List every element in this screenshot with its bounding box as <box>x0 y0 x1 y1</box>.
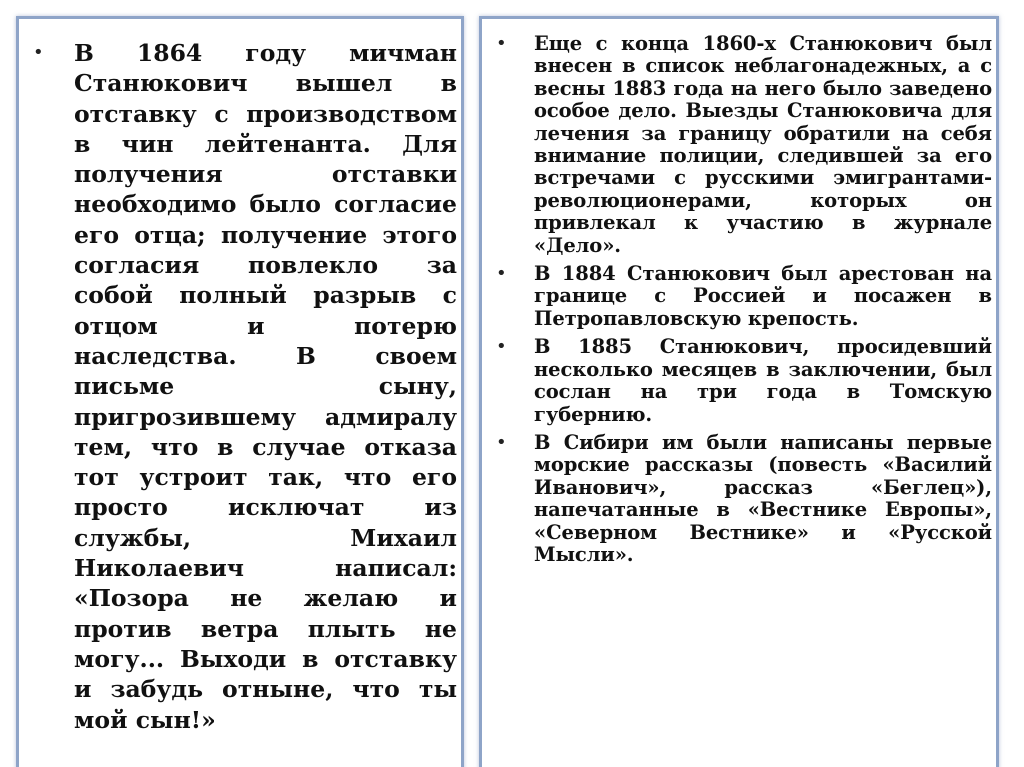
bullet-text: В 1884 Станюкович был арестован на границе с Россией и посажен в Петропавловскую крепость. <box>534 262 992 330</box>
bullet-item <box>492 33 992 257</box>
bullet-text: Еще с конца 1860-х Станюкович был внесен в список неблагонадежных, а с весны 1883 года на него было заведено особое дело. Выезды Станюковича для лечения за границу обратили на себя внимание полиции, следившей за его встречами с русскими эмигрантами-революционерами, которых он привлекал к участию в журнале «Дело». <box>534 32 992 257</box>
bullet-text: В Сибири им были написаны первые морские рассказы (повесть «Василий Иванович», рассказ «Беглец»), напечатанные в «Вестнике Европы», «Северном Вестнике» и «Русской Мысли». <box>534 430 992 566</box>
bullet-text: В 1864 году мичман Станюкович вышел в отставку с производством в чин лейтенанта. Для получения отставки необходимо было согласие его отца; получение этого согласия повлекло за собой полный разрыв с отцом и потерю наследства. В своем письме сыну, пригрозившему адмиралу тем, что в случае отказа тот устроит так, что его просто исключат из службы, Михаил Николаевич написал: «Позора не желаю и против ветра плыть не могу... Выходи в отставку и забудь отныне, что ты мой сын!» <box>74 39 457 734</box>
bullet-icon: • <box>496 336 507 358</box>
left-text-panel <box>16 16 464 767</box>
bullet-icon: • <box>33 42 44 63</box>
right-text-panel <box>479 16 999 767</box>
bullet-icon: • <box>496 263 507 285</box>
bullet-text: В 1885 Станюкович, просидевший несколько месяцев в заключении, был сослан на три года в Томскую губернию. <box>534 335 992 426</box>
bullet-item <box>492 263 992 330</box>
left-bullet-list <box>29 38 457 735</box>
bullet-item <box>492 432 992 566</box>
bullet-item <box>29 38 457 735</box>
bullet-icon: • <box>496 431 507 453</box>
right-bullet-list <box>492 33 992 572</box>
bullet-item <box>492 336 992 426</box>
bullet-icon: • <box>496 33 507 54</box>
